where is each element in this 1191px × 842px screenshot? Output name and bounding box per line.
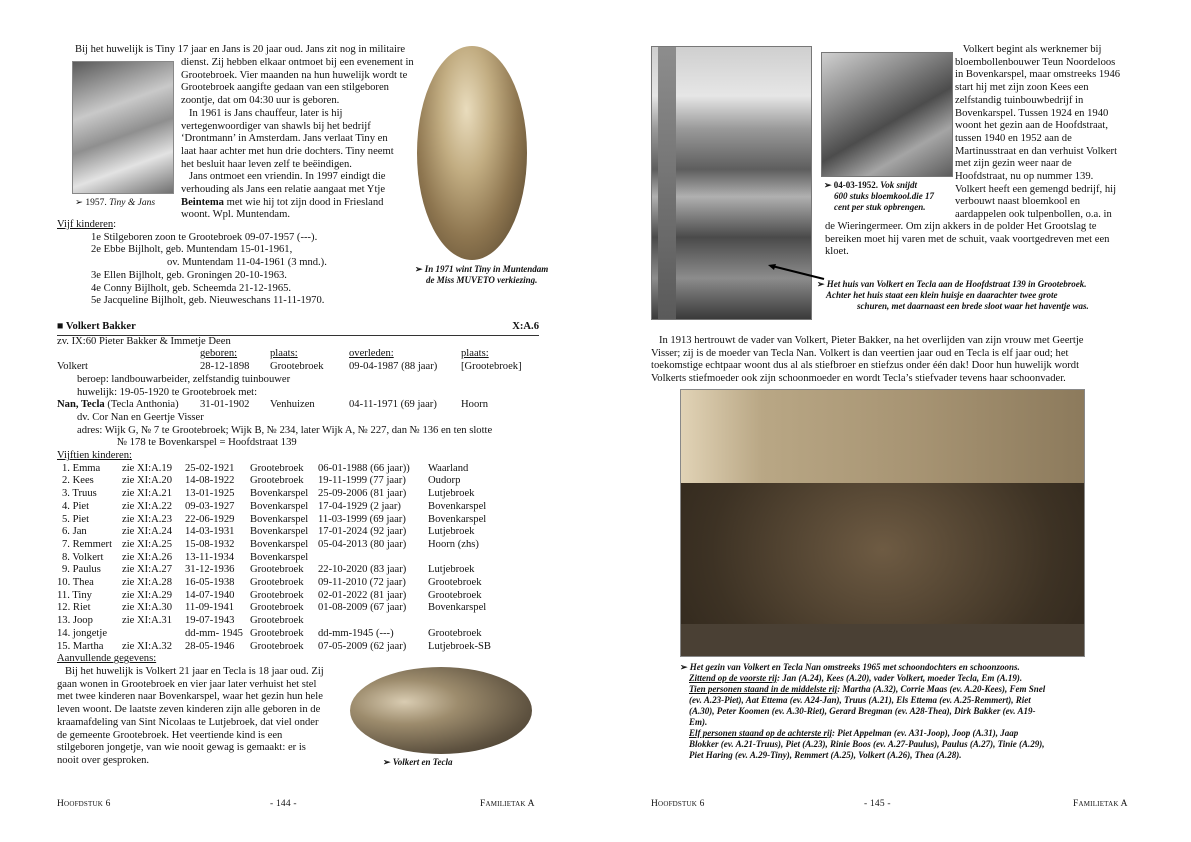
table-row (57, 463, 518, 476)
children-table (57, 463, 518, 654)
footer-page-number: - 144 - (270, 799, 297, 809)
child-ref: zie XI:A.32 (122, 640, 173, 652)
child-born: 13-11-1934 (185, 551, 235, 563)
column-headers: geboren: plaats: overleden: plaats: (200, 348, 489, 360)
child-born: 28-05-1946 (185, 640, 235, 652)
intro-first-line: Bij het huwelijk is Tiny 17 jaar en Jans is 20 jaar oud. Jans zit nog in militaire (75, 44, 406, 55)
footer-branch: Familietak A (1073, 799, 1128, 809)
table-row (57, 475, 518, 488)
caption-arrow-icon: ➢ (817, 279, 825, 289)
caption-arrow-icon: ➢ (680, 662, 688, 672)
section-header: ■ Volkert Bakker X:A.6 (57, 321, 539, 336)
children-heading: Vijftien kinderen: (57, 450, 132, 462)
child-died-place: Oudorp (428, 475, 461, 487)
child-died-place: Bovenkarspel (428, 513, 487, 525)
child-ref: zie XI:A.24 (122, 526, 173, 538)
photo-cauliflower-caption: ➢ 04-03-1952. Vok snijdt 600 stuks bloemkool.die 17 cent per stuk opbrengen. (824, 180, 935, 212)
caption-arrow-icon: ➢ (824, 180, 832, 190)
house-caption: ➢ Het huis van Volkert en Tecla aan de Hoofdstraat 139 in Grootebroek. Achter het huis staat een klein huisje en daarachter twee grote schuren, met daarnaast een brede sloot waar het haventje was. (817, 279, 1089, 311)
table-row (57, 602, 518, 615)
photo-tiny-jans-caption: ➢ 1957. Tiny & Jans (75, 198, 156, 208)
child-place: Grootebroek (250, 462, 304, 474)
child-n: 9. Paulus (62, 564, 101, 576)
child-n: 14. jongetje (57, 627, 108, 639)
child-n: 13. Joop (57, 615, 93, 627)
child-born: 19-07-1943 (185, 615, 235, 627)
extra-heading: Aanvullende gegevens: (57, 653, 157, 665)
page-144 (0, 0, 595, 842)
child-died: 25-09-2006 (81 jaar) (318, 488, 407, 500)
child-died: 02-01-2022 (81 jaar) (318, 589, 407, 601)
child-died (318, 615, 428, 628)
child-ref: zie XI:A.31 (122, 615, 173, 627)
caption-arrow-icon: ➢ (415, 264, 423, 274)
child-n: 10. Thea (57, 577, 94, 589)
child-died-place: Bovenkarspel (428, 500, 487, 512)
child-place: Bovenkarspel (250, 551, 309, 563)
child-died-place (428, 552, 518, 565)
child-n: 6. Jan (62, 526, 87, 538)
child-born: 09-03-1927 (185, 500, 235, 512)
table-row (57, 615, 518, 628)
child-ref: zie XI:A.29 (122, 589, 173, 601)
child-died-place: Grootebroek (428, 589, 482, 601)
child-ref: zie XI:A.28 (122, 577, 173, 589)
child-n: 3. Truus (62, 488, 97, 500)
child-died-place: Lutjebroek (428, 564, 475, 576)
child-died (318, 552, 428, 565)
footer-branch: Familietak A (480, 799, 535, 809)
child-ref: zie XI:A.27 (122, 564, 173, 576)
photo-volkert-tecla-caption: ➢ Volkert en Tecla (383, 757, 453, 767)
child-n: 8. Volkert (62, 551, 104, 563)
child-died-place: Lutjebroek-SB (428, 640, 491, 652)
right-wide-text: de Wieringermeer. Om zijn akkers in de polder Het Grootslag te bereiken moet hij varen met de schuit, vaak voortgedreven met een kloet. (825, 221, 1110, 258)
child-n: 2. Kees (62, 475, 94, 487)
child-died: 09-11-2010 (72 jaar) (318, 577, 406, 589)
table-row (57, 564, 518, 577)
table-row (57, 514, 518, 527)
child-died-place (428, 615, 518, 628)
child-place: Bovenkarspel (250, 488, 309, 500)
person-tecla: Nan, Tecla (Tecla Anthonia) 31-01-1902 Venhuizen 04-11-1971 (69 jaar) Hoorn (57, 399, 489, 411)
table-row (57, 488, 518, 501)
child-born: 25-02-1921 (185, 462, 235, 474)
child-died-place: Bovenkarspel (428, 602, 487, 614)
child-n: 7. Remmert (62, 538, 113, 550)
photo-cauliflower-cutting (821, 52, 953, 177)
parents: zv. IX:60 Pieter Bakker & Immetje Deen (57, 335, 231, 347)
child-died-place: Grootebroek (428, 627, 482, 639)
child-ref (122, 628, 185, 641)
child-born: 16-05-1938 (185, 577, 235, 589)
footer-chapter: Hoofdstuk 6 (651, 799, 705, 809)
child-place: Bovenkarspel (250, 500, 309, 512)
child-died: dd-mm-1945 (---) (318, 627, 394, 639)
child-place: Bovenkarspel (250, 538, 309, 550)
child-n: 11. Tiny (57, 589, 92, 601)
table-row (57, 552, 518, 565)
child-born: 15-08-1932 (185, 538, 235, 550)
table-row (57, 539, 518, 552)
child-ref: zie XI:A.19 (122, 462, 173, 474)
child-died-place: Lutjebroek (428, 526, 475, 538)
child-born: dd-mm- 1945 (185, 627, 243, 639)
child-place: Grootebroek (250, 589, 304, 601)
person-section-volkert-bakker: ■ Volkert Bakker X:A.6 zv. IX:60 Pieter Bakker & Immetje Deen geboren: plaats: overleden: plaats: Volkert 28-12-1898 Grootebroek 09-04-1987 (88 jaar) [Grootebroek] beroep: landbouwarbeider, zelfstandig tuinbouwer huwelijk: 19-05-1920 te Grootebroek met: Nan, Tecla (Tecla Anthonia) 31-01-1902 Venhuizen 04-11-1971 (69 jaar) Hoorn dv. Cor Nan en Geertje Visser adres: Wijk G, № 7 te Grootebroek; Wijk B, № 234, later Wijk A, № 227, dan № 136 en ten slotte № 178 te Bovenkarspel = Hoofdstraat 139 Vijftien kinderen: 1. Emma zie XI:A.19 25-02-1921 Grootebroek 06-01-1988 (66 jaar)) Waarland 2. Kees zie XI:A.20 14-08-1922 Grootebroek 19-11-1999 (77 jaar) Oudorp 3. Truus zie XI:A.21 13-01-1925 Bovenkarspel 25-09-2006 (81 jaar) Lutjebroek 4. Piet zie XI:A.22 09-03-1927 Bovenkarspel 17-04-1929 (2 jaar) Bovenkarspel 5. Piet zie XI:A.23 22-06-1929 Bovenkarspel 11-03-1999 (69 jaar) Bovenkarspel 6. Jan zie XI:A.24 14-03-1931 Bovenkarspel 17-01-2024 (92 jaar) Lutjebroek 7. Remmert zie XI:A.25 15-08-1932 Bovenkarspel 05-04-2013 (80 jaar) Hoorn (zhs) 8. Volkert zie XI:A.26 13-11-1934 Bovenkarspel 9. Paulus zie XI:A.27 31-12-1936 Grootebroek 22-10-2020 (83 jaar) Lutjebroek 10. Thea zie XI:A.28 16-05-1938 Grootebroek 09-11-2010 (72 jaar) Grootebroek 11. Tiny zie XI:A.29 14-07-1940 Grootebroek 02-01-2022 (81 jaar) Grootebroek 12. Riet zie XI:A.30 11-09-1941 Grootebroek 01-08-2009 (67 jaar) Bovenkarspel 13. Joop zie XI:A.31 19-07-1943 Grootebroek 14. jongetje dd-mm- 1945 Grootebroek dd-mm-1945 (---) Grootebroek 15. Martha zie XI:A.32 28-05-1946 Grootebroek 07-05-2009 (62 jaar) Lutjebroek-SB Aanvullende gegevens: Bij het huwelijk is Volkert 21 jaar en Tecla is 18 jaar oud. Zij gaan wonen in Grootebroek en vier jaar later verhuist het stel met twee kinderen naar Bovenkarspel, waar het gezin hun hele leven woont. De laatste zeven kinderen zijn alle geboren in de kraamafdeling van Sint Nicolaas te Lutjebroek, dat viel onder de gemeente Grootebroek. Het veertiende kind is een stilgeboren jongetje, van wie nooit gewag is gemaakt: er is nooit over gesproken. (57, 321, 539, 766)
child-n: 12. Riet (57, 602, 91, 614)
child-n: 1. Emma (62, 462, 101, 474)
child-n: 5. Piet (62, 513, 90, 525)
footer-page-number: - 145 - (864, 799, 891, 809)
child-place: Grootebroek (250, 602, 304, 614)
caption-arrow-icon: ➢ (383, 757, 391, 767)
child-died-place: Hoorn (zhs) (428, 538, 479, 550)
child-died: 11-03-1999 (69 jaar) (318, 513, 406, 525)
child-n: 15. Martha (57, 640, 104, 652)
child-ref: zie XI:A.21 (122, 488, 173, 500)
child-died: 17-04-1929 (2 jaar) (318, 500, 401, 512)
table-row (57, 628, 518, 641)
child-ref: zie XI:A.25 (122, 538, 173, 550)
footer-chapter: Hoofdstuk 6 (57, 799, 111, 809)
child-died: 22-10-2020 (83 jaar) (318, 564, 407, 576)
child-ref: zie XI:A.26 (122, 551, 173, 563)
child-died: 01-08-2009 (67 jaar) (318, 602, 407, 614)
child-place: Grootebroek (250, 577, 304, 589)
page-145 (596, 0, 1191, 842)
photo-volkert-and-tecla (350, 667, 532, 754)
child-born: 11-09-1941 (185, 602, 235, 614)
child-place: Bovenkarspel (250, 526, 309, 538)
child-died-place: Waarland (428, 462, 469, 474)
child-born: 22-06-1929 (185, 513, 235, 525)
marriage-paragraph: In 1913 hertrouwt de vader van Volkert, Pieter Bakker, na het overlijden van zijn vrouw met Geertje Visser; zij is de moeder van Tecla Nan. Volkert is dan veertien jaar oud en Tecla is elf jaar oud; het toekomstige echtpaar woont dus al als stiefbroer en stiefzus onder één dak! Door hun huwelijk wordt Volkerts stiefmoeder ook zijn schoonmoeder en wordt Tecla’s stiefvader tevens haar schoonvader. (651, 335, 1084, 385)
right-top-text: Volkert begint als werknemer bij bloembollenbouwer Teun Noordeloos in Bovenkarspel, maar omstreeks 1946 start hij met zijn zoon Kees een zelfstandig tuinbouwbedrijf in Bovenkarspel. Tussen 1924 en 1940 woont het gezin aan de Hoofdstraat, tussen 1940 en 1952 aan de Martinusstraat en dan verhuist Volkert met zijn gezin weer naar de Hoofdstraat, nu op nummer 139. Volkert heeft een gemengd bedrijf, hij verbouwt naast bloemkool en aardappelen ook tulpenbollen, o.a. in (955, 44, 1121, 221)
table-row (57, 641, 518, 654)
child-born: 13-01-1925 (185, 488, 235, 500)
child-died-place: Lutjebroek (428, 488, 475, 500)
child-died: 07-05-2009 (62 jaar) (318, 640, 407, 652)
extra-text: Bij het huwelijk is Volkert 21 jaar en Tecla is 18 jaar oud. Zij gaan wonen in Grootebroek en vier jaar later verhuist het stel met twee kinderen naar Bovenkarspel, waar het gezin hun hele leven woont. De laatste zeven kinderen zijn alle geboren in de kraamafdeling van Sint Nicolaas te Lutjebroek, dat viel onder de gemeente Grootebroek. Het veertiende kind is een stilgeboren jongetje, van wie nooit gewag is gemaakt: er is nooit over gesproken. (57, 665, 324, 766)
child-died: 06-01-1988 (66 jaar)) (318, 462, 410, 474)
child-place: Grootebroek (250, 475, 304, 487)
child-place: Grootebroek (250, 627, 304, 639)
five-children-list: Vijf kinderen: 1e Stilgeboren zoon te Grootebroek 09-07-1957 (---). 2e Ebbe Bijlholt, geb. Muntendam 15-01-1961, ov. Muntendam 11-04-1961 (3 mnd.). 3e Ellen Bijlholt, geb. Groningen 20-10-1963. 4e Conny Bijlholt, geb. Scheemda 21-12-1965. 5e Jacqueline Bijlholt, geb. Nieuweschans 11-11-1970. (57, 219, 327, 307)
child-born: 31-12-1936 (185, 564, 235, 576)
child-ref: zie XI:A.23 (122, 513, 173, 525)
table-row (57, 501, 518, 514)
child-died: 17-01-2024 (92 jaar) (318, 526, 407, 538)
group-photo-caption: ➢ Het gezin van Volkert en Tecla Nan omstreeks 1965 met schoondochters en schoonzoons. Zittend op de voorste rij: Jan (A.24), Kees (A.20), vader Volkert, moeder Tecla, Em (A.19). Tien personen staand in de middelste rij: Martha (A.32), Corrie Maas (ev. A.20-Kees), Fem Snel (ev. A.23-Piet), Aat Ettema (ev. A24-Jan), Truus (A.21), Els Ettema (ev. A.25-Remmert), Riet (A.30), Peter Koomen (ev. A.30-Riet), Gerard Bregman (ev. A28-Thea), Dirk Bakker (ev. A19- Em). Elf personen staand op de achterste rij: Piet Appelman (ev. A31-Joop), Joop (A.31), Jaap Blokker (ev. A.21-Truus), Piet (A.23), Rinie Boos (ev. A.27-Paulus), Paulus (A.27), Tinie (A.29), Piet Haring (ev. A.29-Tiny), Remmert (A.25), Volkert (A.26), Thea (A.28). (680, 662, 1046, 760)
child-ref: zie XI:A.22 (122, 500, 173, 512)
section-bullet-icon: ■ (57, 321, 64, 332)
child-died: 19-11-1999 (77 jaar) (318, 475, 406, 487)
section-code: X:A.6 (512, 321, 539, 332)
child-place: Grootebroek (250, 640, 304, 652)
child-ref: zie XI:A.30 (122, 602, 173, 614)
child-died-place: Grootebroek (428, 577, 482, 589)
child-place: Bovenkarspel (250, 513, 309, 525)
child-place: Grootebroek (250, 564, 304, 576)
photo-miss-muveto-clipping (417, 46, 527, 260)
child-n: 4. Piet (62, 500, 90, 512)
child-born: 14-03-1931 (185, 526, 235, 538)
child-place: Grootebroek (250, 615, 304, 627)
table-row (57, 590, 518, 603)
table-row (57, 577, 518, 590)
child-ref: zie XI:A.20 (122, 475, 173, 487)
photo-family-group-1965 (680, 389, 1085, 657)
person-volkert: Volkert 28-12-1898 Grootebroek 09-04-1987 (88 jaar) [Grootebroek] (57, 361, 522, 373)
table-row (57, 526, 518, 539)
child-born: 14-08-1922 (185, 475, 235, 487)
intro-body: dienst. Zij hebben elkaar ontmoet bij een evenement in Grootebroek. Vier maanden na hun huwelijk wordt te Grootebroek aangifte gedaan van een stilgeboren zoontje, dat om 04:30 uur is geboren. In 1961 is Jans chauffeur, later is hij vertegenwoordiger van shawls bij het bedrijf ‘Drontmann’ in Amsterdam. Jans verlaat Tiny en laat haar achter met hun drie dochters. Tiny neemt het besluit haar leven zelf te beëindigen. Jans ontmoet een vriendin. In 1997 eindigt die verhouding als Jans een relatie aangaat met Ytje Beintema met wie hij tot zijn dood in Friesland woont. Wpl. Muntendam. (181, 57, 414, 221)
caption-arrow-icon: ➢ (75, 198, 83, 208)
photo-muveto-caption: ➢ In 1971 wint Tiny in Muntendam de Miss MUVETO verkiezing. (415, 264, 549, 285)
child-born: 14-07-1940 (185, 589, 235, 601)
photo-tiny-and-jans (72, 61, 174, 194)
child-died: 05-04-2013 (80 jaar) (318, 538, 407, 550)
